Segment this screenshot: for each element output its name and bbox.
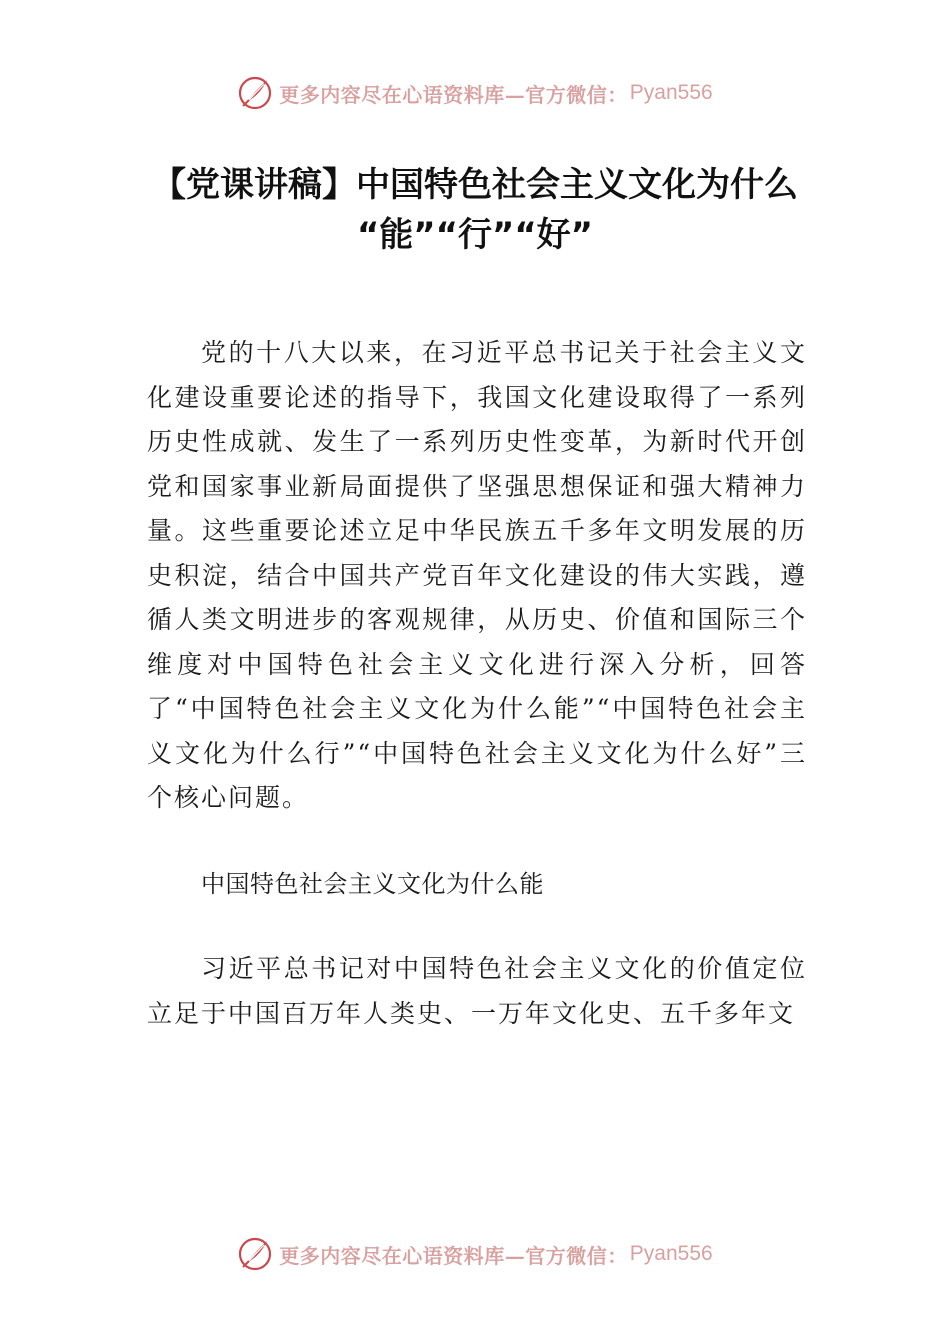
banner-text: 更多内容尽在心语资料库—官方微信： — [279, 82, 628, 107]
wechat-id: Pyan556 — [629, 1242, 713, 1265]
page-title — [120, 160, 830, 260]
title-line-2: “能”“行”“好” — [356, 215, 594, 255]
title-line-1: 【党课讲稿】中国特色社会主义文化为什么 — [152, 165, 798, 205]
feather-circle-logo-icon — [237, 75, 273, 111]
wechat-id: Pyan556 — [629, 81, 713, 104]
section-heading: 中国特色社会主义文化为什么能 — [201, 870, 544, 898]
body-paragraph: 党的十八大以来，在习近平总书记关于社会主义文化建设重要论述的指导下，我国文化建设取得了一系列历史性成就、发生了一系列历史性变革，为新时代开创党和国家事业新局面提供了坚强思想保证和强大精神力量。这些重要论述立足中华民族五千多年文明发展的历史积淀，结合中国共产党百年文化建设的伟大实践，遵循人类文明进步的客观规律，从历史、价值和国际三个维度对中国特色社会主义文化进行深入分析，回答了“中国特色社会主义文化为什么能”“中国特色社会主义文化为什么行”“中国特色社会主义文化为什么好”三个核心问题。 — [147, 338, 807, 812]
feather-circle-logo-icon — [237, 1236, 273, 1272]
header-banner — [0, 73, 950, 113]
body-paragraph: 习近平总书记对中国特色社会主义文化的价值定位立足于中国百万年人类史、一万年文化史、五千多年文 — [147, 954, 807, 1028]
banner-text: 更多内容尽在心语资料库—官方微信： — [279, 1243, 628, 1268]
footer-banner — [0, 1234, 950, 1274]
